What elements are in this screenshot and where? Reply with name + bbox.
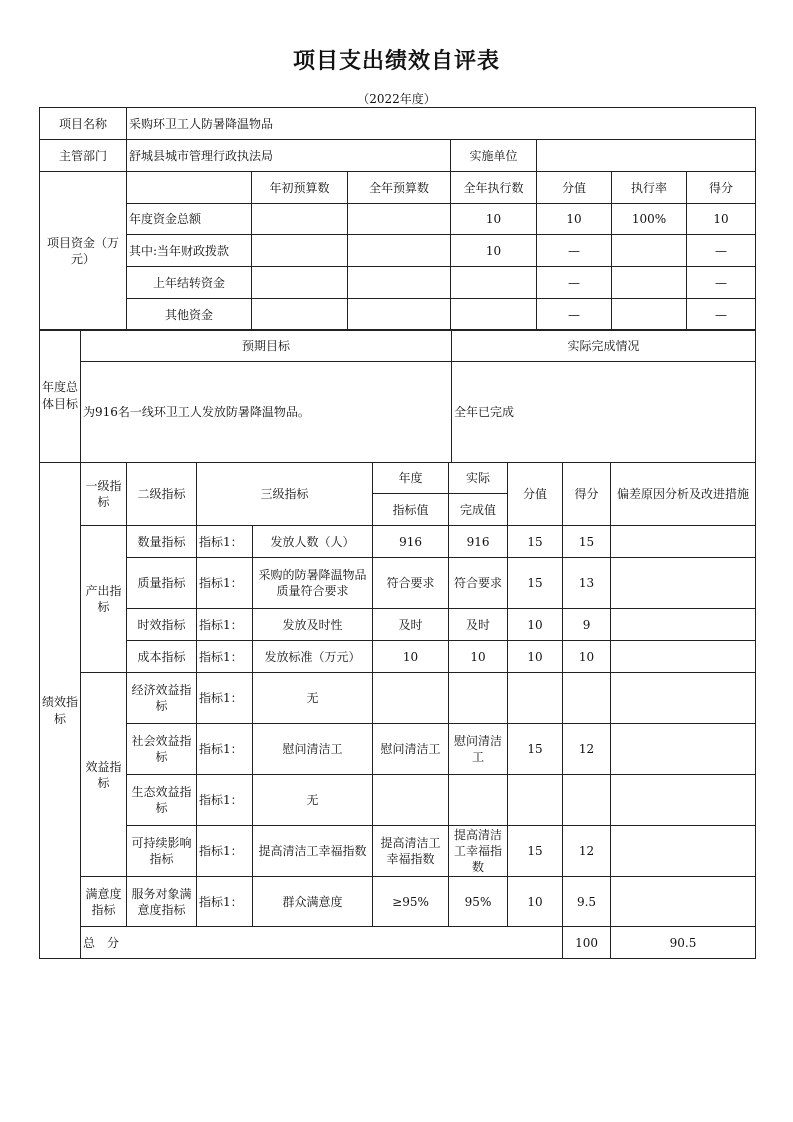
header-score: 得分 [563, 463, 611, 526]
funds-cell: 100% [612, 204, 687, 235]
indicator-level3: 发放及时性 [253, 609, 373, 641]
header-level3: 三级指标 [197, 463, 373, 526]
indicator-index: 指标1： [197, 641, 253, 673]
indicator-level2: 成本指标 [127, 641, 197, 673]
indicator-level2: 时效指标 [127, 609, 197, 641]
funds-cell: 10 [451, 204, 537, 235]
indicator-target: 慰问清洁工 [373, 724, 449, 775]
group-satisfaction: 满意度指标 [81, 877, 127, 927]
funds-row-name: 其中:当年财政拨款 [127, 235, 252, 267]
indicator-level3: 群众满意度 [253, 877, 373, 927]
indicator-note [611, 526, 756, 558]
indicator-level2: 社会效益指标 [127, 724, 197, 775]
indicator-value: 10 [508, 609, 563, 641]
indicator-note [611, 641, 756, 673]
indicator-value: 15 [508, 826, 563, 877]
indicator-score: 10 [563, 641, 611, 673]
header-level1: 一级指标 [81, 463, 127, 526]
indicator-level3: 无 [253, 775, 373, 826]
indicator-target [373, 673, 449, 724]
impl-unit-value [537, 140, 756, 172]
indicator-score [563, 673, 611, 724]
indicator-actual: 916 [449, 526, 508, 558]
project-info-table [39, 107, 756, 331]
indicator-actual: 95% [449, 877, 508, 927]
indicator-actual: 10 [449, 641, 508, 673]
funds-cell: — [537, 267, 612, 299]
indicator-value: 15 [508, 526, 563, 558]
indicator-index: 指标1： [197, 775, 253, 826]
indicator-level2: 可持续影响指标 [127, 826, 197, 877]
funds-header: 年初预算数 [252, 172, 348, 204]
funds-header-blank [127, 172, 252, 204]
funds-row-name: 其他资金 [127, 299, 252, 331]
indicator-target: 916 [373, 526, 449, 558]
funds-cell: — [687, 267, 756, 299]
indicator-level3: 发放人数（人） [253, 526, 373, 558]
total-value: 100 [563, 927, 611, 959]
indicator-level2: 经济效益指标 [127, 673, 197, 724]
dept-value: 舒城县城市管理行政执法局 [127, 140, 451, 172]
funds-cell: — [537, 235, 612, 267]
indicator-value: 10 [508, 641, 563, 673]
funds-cell: 10 [451, 235, 537, 267]
indicator-index: 指标1： [197, 673, 253, 724]
indicator-index: 指标1： [197, 526, 253, 558]
header-annual-sub: 指标值 [373, 494, 449, 526]
funds-header: 全年执行数 [451, 172, 537, 204]
header-actual: 实际 [449, 463, 508, 494]
indicator-target: 符合要求 [373, 558, 449, 609]
indicator-score: 13 [563, 558, 611, 609]
indicator-score: 12 [563, 826, 611, 877]
indicator-target [373, 775, 449, 826]
annual-goals-table [39, 329, 756, 463]
indicator-target: 及时 [373, 609, 449, 641]
indicator-value: 15 [508, 558, 563, 609]
indicator-score: 15 [563, 526, 611, 558]
project-name-value: 采购环卫工人防暑降温物品 [127, 108, 756, 140]
indicator-level2: 服务对象满意度指标 [127, 877, 197, 927]
funds-cell [252, 235, 348, 267]
total-label: 总 分 [81, 927, 563, 959]
performance-label: 绩效指标 [40, 463, 81, 959]
funds-row-name: 上年结转资金 [127, 267, 252, 299]
indicator-target: 10 [373, 641, 449, 673]
indicator-value [508, 673, 563, 724]
indicator-note [611, 558, 756, 609]
indicator-value: 10 [508, 877, 563, 927]
indicator-index: 指标1： [197, 724, 253, 775]
indicator-index: 指标1： [197, 558, 253, 609]
indicator-actual: 及时 [449, 609, 508, 641]
funds-cell [348, 204, 451, 235]
indicator-level2: 数量指标 [127, 526, 197, 558]
funds-cell [252, 299, 348, 331]
funds-cell [348, 299, 451, 331]
funds-cell [612, 299, 687, 331]
indicator-actual [449, 775, 508, 826]
indicator-score: 9 [563, 609, 611, 641]
annual-goals-label: 年度总体目标 [40, 330, 81, 463]
indicator-note [611, 826, 756, 877]
funds-cell: — [537, 299, 612, 331]
indicator-level3: 慰问清洁工 [253, 724, 373, 775]
indicator-target: 提高清洁工幸福指数 [373, 826, 449, 877]
funds-cell [451, 299, 537, 331]
indicator-actual: 慰问清洁工 [449, 724, 508, 775]
indicator-actual: 符合要求 [449, 558, 508, 609]
expected-goal-header: 预期目标 [81, 330, 452, 362]
funds-cell [612, 267, 687, 299]
funds-cell [252, 204, 348, 235]
funds-header: 分值 [537, 172, 612, 204]
funds-cell: — [687, 235, 756, 267]
funds-cell [348, 267, 451, 299]
expected-goal-text: 为916名一线环卫工人发放防暑降温物品。 [81, 362, 452, 463]
group-benefit: 效益指标 [81, 673, 127, 877]
performance-table [39, 462, 756, 959]
header-score-value: 分值 [508, 463, 563, 526]
indicator-actual [449, 673, 508, 724]
actual-status-header: 实际完成情况 [452, 330, 756, 362]
indicator-actual: 提高清洁工幸福指数 [449, 826, 508, 877]
indicator-value [508, 775, 563, 826]
indicator-note [611, 609, 756, 641]
indicator-score: 12 [563, 724, 611, 775]
indicator-level3: 采购的防暑降温物品质量符合要求 [253, 558, 373, 609]
funds-cell [451, 267, 537, 299]
funds-label: 项目资金（万元） [40, 172, 127, 331]
actual-status-text: 全年已完成 [452, 362, 756, 463]
indicator-value: 15 [508, 724, 563, 775]
funds-header: 执行率 [612, 172, 687, 204]
header-analysis: 偏差原因分析及改进措施 [611, 463, 756, 526]
report-year: （2022年度） [357, 92, 436, 106]
dept-label: 主管部门 [40, 140, 127, 172]
indicator-target: ≥95% [373, 877, 449, 927]
header-actual-sub: 完成值 [449, 494, 508, 526]
funds-header: 得分 [687, 172, 756, 204]
funds-cell: 10 [537, 204, 612, 235]
funds-cell [612, 235, 687, 267]
funds-cell [348, 235, 451, 267]
indicator-level3: 提高清洁工幸福指数 [253, 826, 373, 877]
page-title: 项目支出绩效自评表 [292, 48, 500, 74]
indicator-index: 指标1： [197, 877, 253, 927]
total-score: 90.5 [611, 927, 756, 959]
indicator-note [611, 775, 756, 826]
funds-row-name: 年度资金总额 [127, 204, 252, 235]
header-level2: 二级指标 [127, 463, 197, 526]
indicator-note [611, 724, 756, 775]
funds-cell: 10 [687, 204, 756, 235]
header-annual: 年度 [373, 463, 449, 494]
group-output: 产出指标 [81, 526, 127, 673]
indicator-note [611, 877, 756, 927]
funds-cell: — [687, 299, 756, 331]
indicator-index: 指标1： [197, 826, 253, 877]
indicator-level2: 质量指标 [127, 558, 197, 609]
funds-cell [252, 267, 348, 299]
indicator-score [563, 775, 611, 826]
indicator-level3: 发放标准（万元） [253, 641, 373, 673]
indicator-level3: 无 [253, 673, 373, 724]
indicator-index: 指标1： [197, 609, 253, 641]
indicator-score: 9.5 [563, 877, 611, 927]
funds-header: 全年预算数 [348, 172, 451, 204]
indicator-note [611, 673, 756, 724]
impl-unit-label: 实施单位 [451, 140, 537, 172]
project-name-label: 项目名称 [40, 108, 127, 140]
indicator-level2: 生态效益指标 [127, 775, 197, 826]
